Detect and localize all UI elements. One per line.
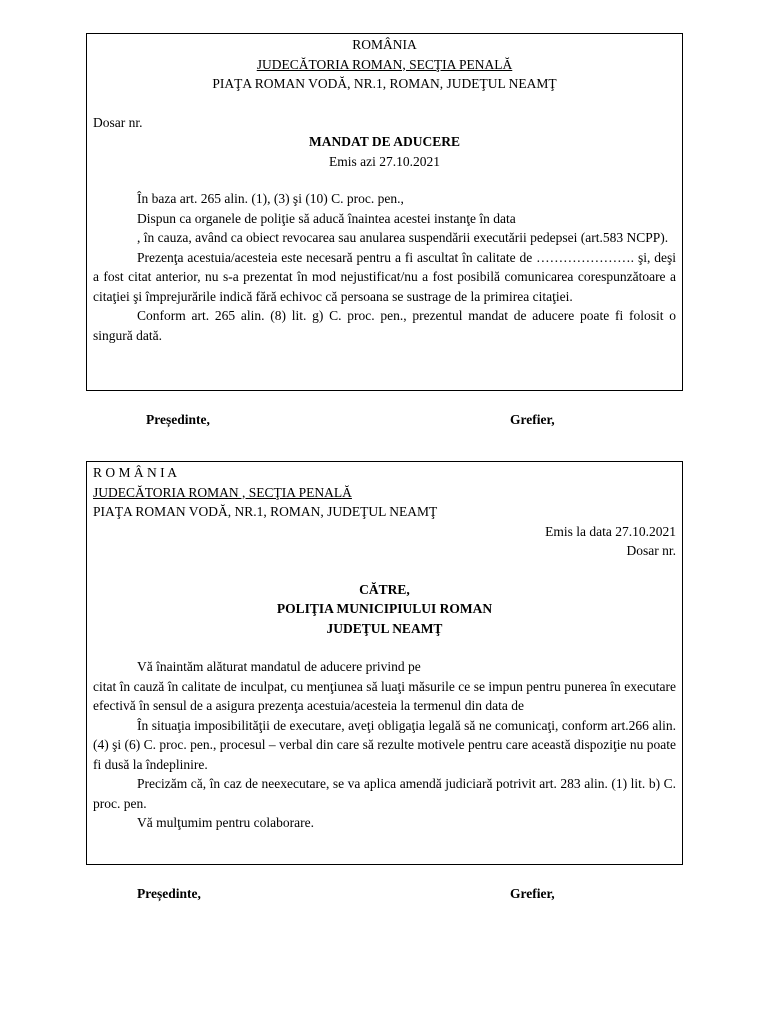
issue-date: Emis azi 27.10.2021 [329, 153, 440, 169]
clerk-signature-1: Grefier, [510, 412, 555, 427]
court-address: PIAŢA ROMAN VODĂ, NR.1, ROMAN, JUDEŢUL NEAMŢ [212, 76, 557, 91]
paragraph-case: , în cauza, având ca obiect revocarea sau anularea suspendării executării pedepsei (art.583 NCPP). [137, 230, 669, 245]
president-signature-2: Președinte, [137, 886, 201, 901]
clerk-signature-2: Grefier, [510, 886, 555, 901]
paragraph-legal-basis: În baza art. 265 alin. (1), (3) şi (10) C. proc. pen., [137, 191, 404, 206]
paragraph-fine: Precizăm că, în caz de neexecutare, se va aplica amendă judiciară potrivit art. 283 alin. (1) lit. b) C. proc. pen. [93, 776, 676, 811]
paragraph-intro: Vă înaintăm alăturat mandatul de aducere privind pe [137, 659, 421, 674]
paragraph-usage: Conform art. 265 alin. (8) lit. g) C. proc. pen., prezentul mandat de aducere poate fi folosit o singură dată. [93, 308, 676, 343]
addressee-label: CĂTRE, [359, 581, 410, 597]
arrest-warrant-box [86, 33, 683, 391]
document-title: MANDAT DE ADUCERE [308, 134, 460, 149]
paragraph-reason: Prezenţa acestuia/acesteia este necesară pentru a fi ascultat în calitate de …………………. şi, deşi a fost citat anterior, nu s-a prezentat în mod nejustificat/nu a fost posibilă comunicarea corespunzătoare a citaţiei şi împrejurările indică fără echivoc că persoana se sustrage de la primirea citaţiei. [93, 249, 676, 304]
paragraph-execution: citat în cauză în calitate de inculpat, cu menţiunea să luaţi măsurile ce se impun pentru punerea în executare efectivă în sensul de a asigura prezenţa acestuia/acesteia la termenul din data de [93, 678, 676, 713]
court-address: PIAŢA ROMAN VODĂ, NR.1, ROMAN, JUDEŢUL NEAMŢ [93, 504, 438, 519]
country-heading: ROMÂNIA [352, 37, 417, 52]
paragraph-order: Dispun ca organele de poliţie să aducă înaintea acestei instanţe în data [137, 210, 516, 226]
addressee-county: JUDEŢUL NEAMŢ [326, 620, 443, 636]
paragraph-thanks: Vă mulţumim pentru colaborare. [137, 815, 314, 830]
court-name: JUDECĂTORIA ROMAN, SECŢIA PENALĂ [256, 56, 513, 72]
case-number: Dosar nr. [626, 543, 676, 558]
president-signature-1: Președinte, [146, 412, 210, 427]
issue-date: Emis la data 27.10.2021 [545, 523, 676, 539]
country-heading: R O M Â N I A [93, 465, 178, 480]
paragraph-impossibility: În situaţia imposibilităţii de executare, aveţi obligaţia legală să ne comunicaţi, conform art.266 alin.(4) şi (6) C. proc. pen., procesul – verbal din care să rezulte motivele pentru care această dispoziţie nu poate fi dusă la îndeplinire. [93, 717, 676, 772]
court-name: JUDECĂTORIA ROMAN , SECŢIA PENALĂ [93, 484, 352, 500]
cover-letter-box [86, 461, 683, 865]
addressee-name: POLIŢIA MUNICIPIULUI ROMAN [276, 601, 493, 616]
case-number: Dosar nr. [93, 114, 143, 130]
